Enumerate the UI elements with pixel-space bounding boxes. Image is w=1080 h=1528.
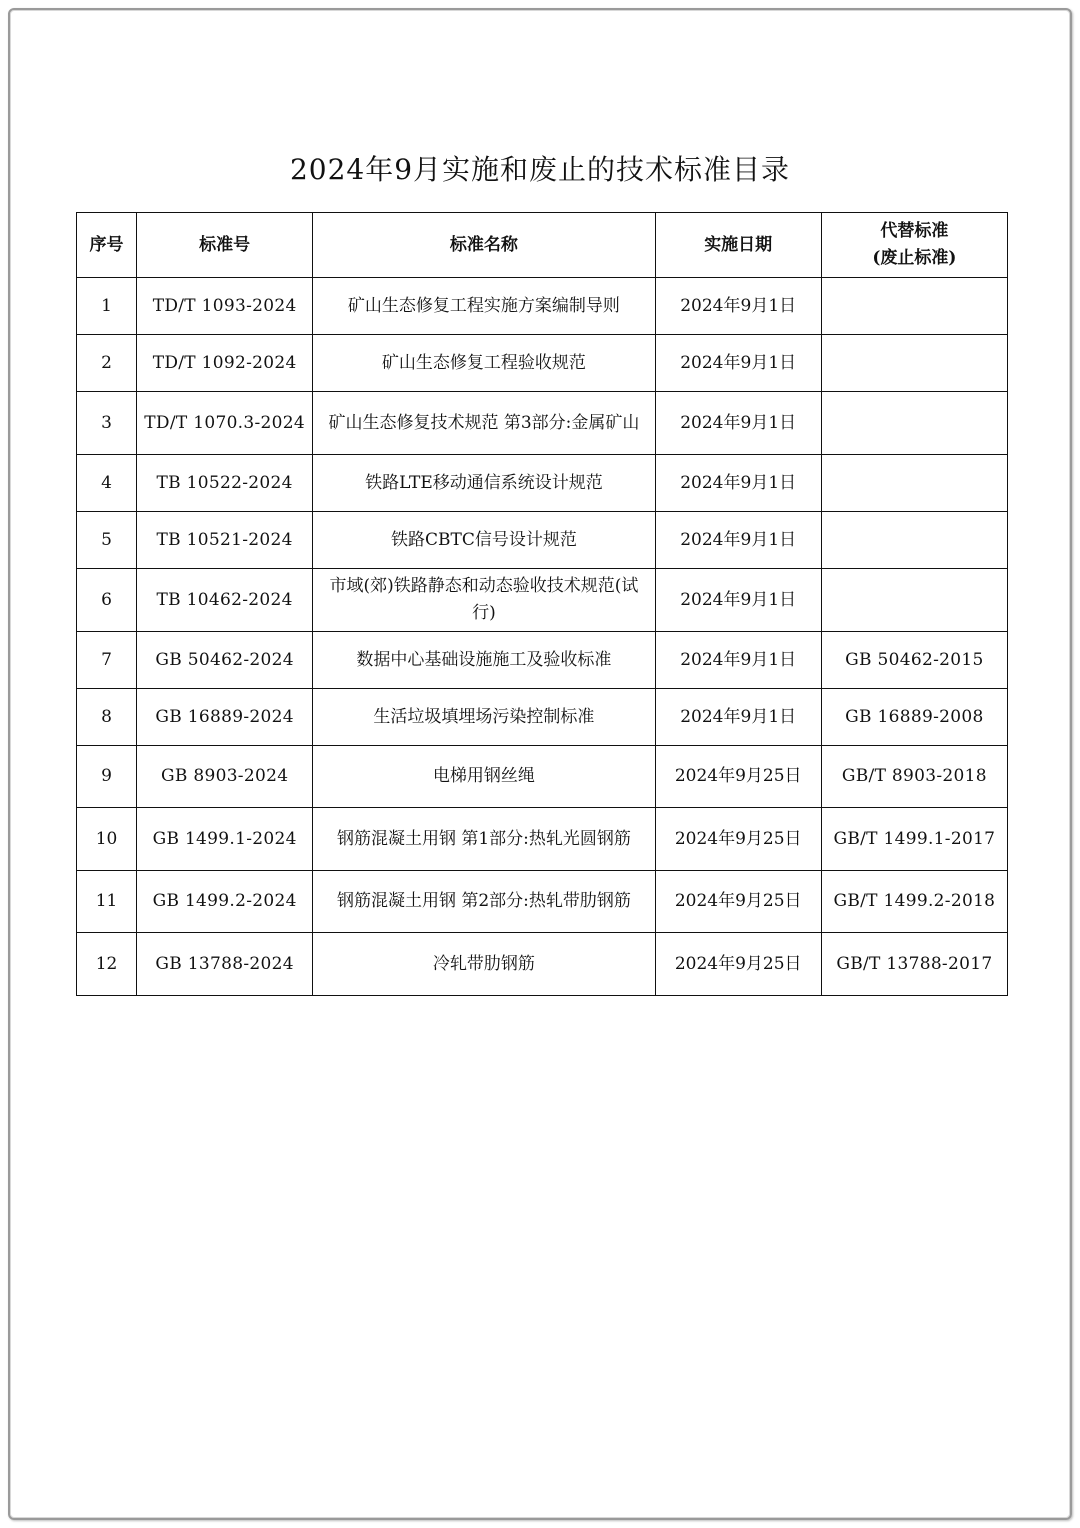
- cell-code: GB 1499.2-2024: [137, 871, 313, 933]
- cell-date: 2024年9月1日: [655, 512, 821, 569]
- cell-replace: [821, 278, 1007, 335]
- cell-no: 1: [77, 278, 137, 335]
- header-no: 序号: [77, 213, 137, 278]
- cell-name: 矿山生态修复工程实施方案编制导则: [313, 278, 655, 335]
- cell-replace: GB/T 1499.2-2018: [821, 871, 1007, 933]
- cell-name: 生活垃圾填埋场污染控制标准: [313, 689, 655, 746]
- cell-name: 数据中心基础设施施工及验收标准: [313, 632, 655, 689]
- cell-replace: [821, 455, 1007, 512]
- cell-name: 钢筋混凝土用钢 第2部分:热轧带肋钢筋: [313, 871, 655, 933]
- cell-no: 4: [77, 455, 137, 512]
- cell-no: 11: [77, 871, 137, 933]
- cell-replace: [821, 335, 1007, 392]
- table-row: [77, 808, 1008, 871]
- cell-name: 铁路LTE移动通信系统设计规范: [313, 455, 655, 512]
- cell-code: TB 10521-2024: [137, 512, 313, 569]
- cell-date: 2024年9月1日: [655, 335, 821, 392]
- cell-code: GB 13788-2024: [137, 933, 313, 996]
- cell-name: 矿山生态修复工程验收规范: [313, 335, 655, 392]
- cell-no: 9: [77, 746, 137, 808]
- cell-code: GB 8903-2024: [137, 746, 313, 808]
- cell-date: 2024年9月1日: [655, 632, 821, 689]
- cell-name: 矿山生态修复技术规范 第3部分:金属矿山: [313, 392, 655, 455]
- cell-date: 2024年9月25日: [655, 871, 821, 933]
- cell-code: GB 16889-2024: [137, 689, 313, 746]
- table-header-row: [77, 213, 1008, 278]
- cell-no: 6: [77, 569, 137, 632]
- cell-replace: GB/T 8903-2018: [821, 746, 1007, 808]
- cell-code: TD/T 1093-2024: [137, 278, 313, 335]
- table-row: [77, 455, 1008, 512]
- header-date: 实施日期: [655, 213, 821, 278]
- cell-replace: [821, 512, 1007, 569]
- cell-date: 2024年9月1日: [655, 689, 821, 746]
- table-row: [77, 632, 1008, 689]
- table-row: [77, 335, 1008, 392]
- cell-date: 2024年9月1日: [655, 278, 821, 335]
- cell-no: 2: [77, 335, 137, 392]
- cell-date: 2024年9月25日: [655, 933, 821, 996]
- cell-date: 2024年9月1日: [655, 455, 821, 512]
- cell-no: 5: [77, 512, 137, 569]
- cell-name: 电梯用钢丝绳: [313, 746, 655, 808]
- cell-code: TB 10462-2024: [137, 569, 313, 632]
- cell-date: 2024年9月25日: [655, 808, 821, 871]
- cell-date: 2024年9月1日: [655, 392, 821, 455]
- cell-code: TB 10522-2024: [137, 455, 313, 512]
- table-row: [77, 512, 1008, 569]
- table-row: [77, 746, 1008, 808]
- cell-no: 7: [77, 632, 137, 689]
- cell-code: TD/T 1070.3-2024: [137, 392, 313, 455]
- standards-table: [76, 212, 1008, 996]
- cell-replace: GB 50462-2015: [821, 632, 1007, 689]
- table-row: [77, 392, 1008, 455]
- cell-replace: GB/T 13788-2017: [821, 933, 1007, 996]
- cell-date: 2024年9月1日: [655, 569, 821, 632]
- header-replace-line2: (废止标准): [872, 248, 957, 268]
- cell-name: 铁路CBTC信号设计规范: [313, 512, 655, 569]
- header-replace-line1: 代替标准: [880, 221, 949, 241]
- cell-code: TD/T 1092-2024: [137, 335, 313, 392]
- cell-name: 市域(郊)铁路静态和动态验收技术规范(试行): [313, 569, 655, 632]
- document-title: 2024年9月实施和废止的技术标准目录: [289, 153, 791, 186]
- cell-no: 10: [77, 808, 137, 871]
- cell-replace: GB 16889-2008: [821, 689, 1007, 746]
- cell-no: 3: [77, 392, 137, 455]
- table-row: [77, 569, 1008, 632]
- cell-name: 冷轧带肋钢筋: [313, 933, 655, 996]
- table-row: [77, 278, 1008, 335]
- cell-name: 钢筋混凝土用钢 第1部分:热轧光圆钢筋: [313, 808, 655, 871]
- cell-replace: [821, 392, 1007, 455]
- cell-no: 12: [77, 933, 137, 996]
- table-row: [77, 689, 1008, 746]
- cell-replace: [821, 569, 1007, 632]
- table-row: [77, 871, 1008, 933]
- cell-code: GB 1499.1-2024: [137, 808, 313, 871]
- header-name: 标准名称: [313, 213, 655, 278]
- cell-replace: GB/T 1499.1-2017: [821, 808, 1007, 871]
- cell-date: 2024年9月25日: [655, 746, 821, 808]
- cell-code: GB 50462-2024: [137, 632, 313, 689]
- header-replace: [821, 213, 1007, 278]
- table-row: [77, 933, 1008, 996]
- header-code: 标准号: [137, 213, 313, 278]
- cell-no: 8: [77, 689, 137, 746]
